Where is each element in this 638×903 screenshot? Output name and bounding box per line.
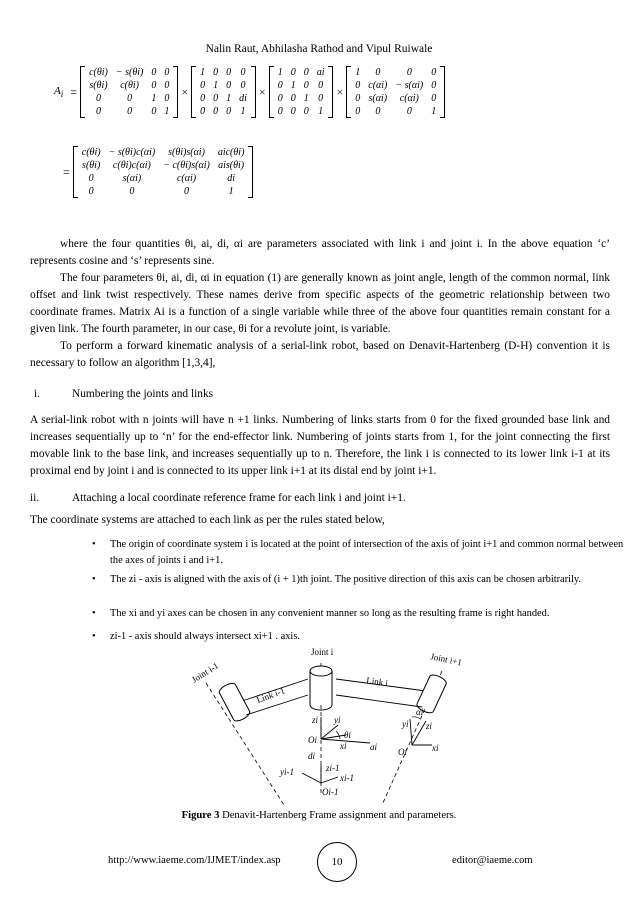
axis-xim1 — [321, 777, 338, 783]
bullet-dot-icon: • — [92, 539, 96, 550]
matrix-cell: 0 — [213, 93, 219, 104]
matrix-cell: s(θi) — [82, 160, 101, 171]
matrix-row — [274, 66, 329, 79]
matrix-cell: 0 — [200, 80, 206, 91]
matrix-row — [274, 92, 329, 105]
bullet-dot-icon: • — [92, 608, 96, 619]
matrix-cell: 0 — [318, 93, 324, 104]
cylinder-joint-prev — [218, 681, 252, 723]
matrix-cell: 1 — [290, 80, 296, 91]
bullet-item — [92, 606, 628, 622]
figure-caption-text: Denavit-Hartenberg Frame assignment and parameters. — [219, 810, 457, 821]
label-zi: zi — [312, 715, 319, 725]
matrix-row — [351, 92, 440, 105]
matrix-row — [78, 185, 249, 198]
matrix-cell: 0 — [375, 67, 381, 78]
figure-caption-label: Figure 3 — [181, 810, 220, 821]
matrix-cell: 0 — [226, 106, 232, 117]
dh-frame-diagram — [180, 643, 480, 808]
matrix-cell: 0 — [151, 80, 157, 91]
matrix-cell: 0 — [226, 67, 232, 78]
matrix-row — [274, 79, 329, 92]
bullet-text: zi-1 - axis should always intersect xi+1 . axis. — [110, 631, 300, 642]
matrix-cell: ai — [316, 67, 325, 78]
label-alpha: αi — [416, 707, 424, 717]
equals-sign: = — [63, 164, 70, 179]
cylinder-joint-i — [310, 666, 332, 710]
link-i-bottom — [336, 695, 422, 707]
times-sign: × — [336, 84, 344, 99]
matrix-cell: 1 — [164, 106, 170, 117]
matrix-cell: 1 — [431, 106, 437, 117]
matrix-cell: 0 — [431, 67, 437, 78]
matrix-cell: c(θi)c(αi) — [112, 160, 151, 171]
matrix-cell: c(θi) — [120, 80, 139, 91]
label-oim1: Oi-1 — [322, 787, 339, 797]
matrix-cell: 0 — [355, 80, 361, 91]
matrix-cell: − s(θi)c(αi) — [108, 147, 156, 158]
matrix-cell: 0 — [88, 186, 94, 197]
footer-url[interactable]: http://www.iaeme.com/IJMET/index.asp — [108, 855, 281, 866]
alpha-arc — [412, 717, 420, 719]
matrix-rotation-x — [346, 66, 445, 118]
axis-zi-right — [412, 721, 426, 745]
matrix-cell: s(αi) — [122, 173, 142, 184]
matrix-translation-x — [269, 66, 334, 118]
axis-yim1 — [302, 773, 321, 783]
bullet-item — [92, 572, 628, 588]
result-matrix-equation — [60, 146, 253, 198]
list-marker-i: i. — [34, 388, 41, 400]
matrix-cell: 0 — [200, 93, 206, 104]
matrix-product-equation — [54, 66, 445, 118]
label-link-i: Link i — [365, 675, 389, 689]
label-di: di — [308, 751, 316, 761]
lhs-symbol: A — [54, 84, 61, 97]
matrix-result — [73, 146, 254, 198]
matrix-cell: 0 — [290, 93, 296, 104]
list-title-i: Numbering the joints and links — [72, 388, 214, 400]
matrix-cell: 0 — [95, 106, 101, 117]
matrix-cell: 0 — [127, 106, 133, 117]
matrix-cell: 0 — [151, 106, 157, 117]
matrix-cell: 0 — [213, 67, 219, 78]
matrix-row — [196, 92, 251, 105]
matrix-cell: 0 — [431, 93, 437, 104]
matrix-cell: 0 — [277, 106, 283, 117]
matrix-cell: 1 — [277, 67, 283, 78]
matrix-cell: c(αi) — [176, 173, 197, 184]
label-xi-right: xi — [432, 743, 439, 753]
list-body-ii: The coordinate systems are attached to each link as per the rules stated below, — [30, 514, 385, 526]
bullet-dot-icon: • — [92, 631, 96, 642]
label-joint-next: Joint i+1 — [429, 651, 463, 668]
matrix-cell: 0 — [303, 106, 309, 117]
matrix-row — [85, 66, 173, 79]
matrix-cell: 0 — [127, 93, 133, 104]
label-ai: ai — [370, 742, 378, 752]
matrix-cell: 1 — [240, 106, 246, 117]
matrix-cell: 0 — [290, 67, 296, 78]
label-oi-right: Oi — [398, 747, 407, 757]
matrix-cell: 0 — [290, 106, 296, 117]
matrix-row — [85, 92, 173, 105]
lhs-subscript: i — [60, 89, 64, 100]
matrix-cell: 0 — [213, 106, 219, 117]
matrix-cell: 0 — [226, 80, 232, 91]
matrix-cell: 1 — [355, 67, 361, 78]
matrix-cell: 0 — [303, 80, 309, 91]
list-body-i: A serial-link robot with n joints will have n +1 links. Numbering of links starts from 0 for the fixed grounded base link and increases sequentially up to ‘n’ for the end-effector link. Numbering of joints starts from 1, for the joint connecting the first movable link to the base link, and increases sequentially up to n. Therefore, the link i is connected to its lower link i-1 at its proximal end by joint i and is connected to its upper link i+1 at its distal end by joint i+1. — [30, 414, 610, 477]
matrix-cell: − s(θi) — [115, 67, 144, 78]
label-joint-i: Joint i — [311, 647, 334, 657]
paragraph-parameters: where the four quantities θi, ai, di, αi are parameters associated with link i and joint i. In the above equation ‘c’ represents cosine and ‘s’ represents sine. — [30, 238, 610, 267]
matrix-cell: c(θi) — [89, 67, 108, 78]
matrix-row — [351, 79, 440, 92]
matrix-cell: 0 — [164, 80, 170, 91]
matrix-cell: 1 — [226, 93, 232, 104]
matrix-cell: 0 — [355, 106, 361, 117]
matrix-cell: 0 — [200, 106, 206, 117]
equals-sign: = — [70, 84, 78, 99]
matrix-row — [196, 79, 251, 92]
label-xim1: xi-1 — [340, 773, 354, 783]
matrix-cell: s(θi) — [89, 80, 108, 91]
matrix-cell: 0 — [355, 93, 361, 104]
label-yi-right: yi — [402, 719, 409, 729]
matrix-row — [274, 105, 329, 118]
matrix-cell: 1 — [228, 186, 234, 197]
matrix-cell: c(αi) — [399, 93, 419, 104]
matrix-cell: 0 — [164, 67, 170, 78]
matrix-cell: c(θi) — [81, 147, 101, 158]
matrix-row — [351, 105, 440, 118]
matrix-row — [196, 66, 251, 79]
matrix-cell: 0 — [164, 93, 170, 104]
bullet-item — [92, 537, 628, 569]
matrix-cell: 1 — [200, 67, 206, 78]
label-yim1: yi-1 — [280, 767, 294, 777]
matrix-translation-z — [191, 66, 256, 118]
label-oi: Oi — [308, 735, 317, 745]
label-zi-right: zi — [426, 721, 433, 731]
bullet-text: The origin of coordinate system i is located at the point of intersection of the axis of joint i+1 and common normal between the axes of joints i and i+1. — [110, 539, 624, 566]
matrix-cell: 1 — [303, 93, 309, 104]
list-title-ii: Attaching a local coordinate reference frame for each link i and joint i+1. — [72, 492, 406, 504]
matrix-cell: − c(θi)s(αi) — [163, 160, 210, 171]
running-header: Nalin Raut, Abhilasha Rathod and Vipul Ruiwale — [205, 43, 433, 55]
matrix-cell: − s(αi) — [395, 80, 424, 91]
label-xi: xi — [340, 741, 347, 751]
matrix-row — [78, 146, 249, 159]
bullet-text: The zi - axis is aligned with the axis of (i + 1)th joint. The positive direction of this axis can be chosen arbitrarily. — [110, 574, 582, 585]
matrix-row — [85, 79, 173, 92]
label-yi: yi — [334, 715, 341, 725]
matrix-cell: 0 — [303, 67, 309, 78]
paragraph-algorithm-intro: To perform a forward kinematic analysis of a serial-link robot, based on Denavit-Hartenberg (D-H) convention it is necessary to follow an algorithm [1,3,4], — [30, 340, 610, 369]
matrix-cell: di — [239, 93, 247, 104]
matrix-rotation-z — [80, 66, 178, 118]
matrix-row — [78, 159, 249, 172]
times-sign: × — [258, 84, 266, 99]
matrix-cell: 0 — [88, 173, 94, 184]
matrix-cell: 0 — [406, 67, 412, 78]
bullet-dot-icon: • — [92, 574, 96, 585]
figure-caption — [0, 810, 638, 821]
matrix-cell: aic(θi) — [217, 147, 245, 158]
matrix-cell: 0 — [240, 67, 246, 78]
axis-yi-right — [410, 719, 412, 745]
bullet-text: The xi and yi axes can be chosen in any convenient manner so long as the resulting frame is right handed. — [110, 608, 550, 619]
label-zim1: zi-1 — [326, 763, 340, 773]
page-number: 10 — [317, 842, 357, 882]
matrix-cell: 0 — [406, 106, 412, 117]
matrix-row — [78, 172, 249, 185]
matrix-cell: 0 — [129, 186, 135, 197]
matrix-cell: s(αi) — [368, 93, 388, 104]
matrix-cell: 0 — [277, 80, 283, 91]
matrix-cell: 0 — [318, 80, 324, 91]
paragraph-parameter-names: The four parameters θi, ai, di, αi in equation (1) are generally known as joint angle, length of the common normal, link offset and link twist respectively. These names derive from specific aspects of the geometric relationship between two coordinate frames. Matrix Ai is a function of a single variable while three of the above four quantities remain constant for a given link. The fourth parameter, in our case, θi for a revolute joint, is variable. — [30, 272, 610, 335]
matrix-row — [85, 105, 173, 118]
matrix-cell: s(θi)s(αi) — [168, 147, 205, 158]
matrix-cell: 0 — [375, 106, 381, 117]
matrix-cell: ais(θi) — [218, 160, 245, 171]
label-theta: θi — [344, 730, 351, 740]
matrix-cell: 0 — [431, 80, 437, 91]
times-sign: × — [181, 84, 189, 99]
list-marker-ii: ii. — [30, 492, 40, 504]
matrix-cell: 0 — [151, 67, 157, 78]
label-joint-prev: Joint i-1 — [189, 660, 221, 685]
matrix-cell: 1 — [213, 80, 219, 91]
matrix-cell: di — [227, 173, 235, 184]
theta-arc — [336, 731, 340, 739]
matrix-cell: c(αi) — [368, 80, 388, 91]
footer-email[interactable]: editor@iaeme.com — [452, 855, 533, 866]
matrix-cell: 0 — [277, 93, 283, 104]
matrix-cell: 0 — [95, 93, 101, 104]
matrix-cell: 0 — [184, 186, 190, 197]
label-link-prev: Link i-1 — [255, 685, 287, 705]
matrix-row — [351, 66, 440, 79]
matrix-row — [196, 105, 251, 118]
matrix-lhs — [54, 85, 63, 99]
matrix-cell: 1 — [151, 93, 157, 104]
matrix-cell: 0 — [240, 80, 246, 91]
matrix-cell: 1 — [318, 106, 324, 117]
